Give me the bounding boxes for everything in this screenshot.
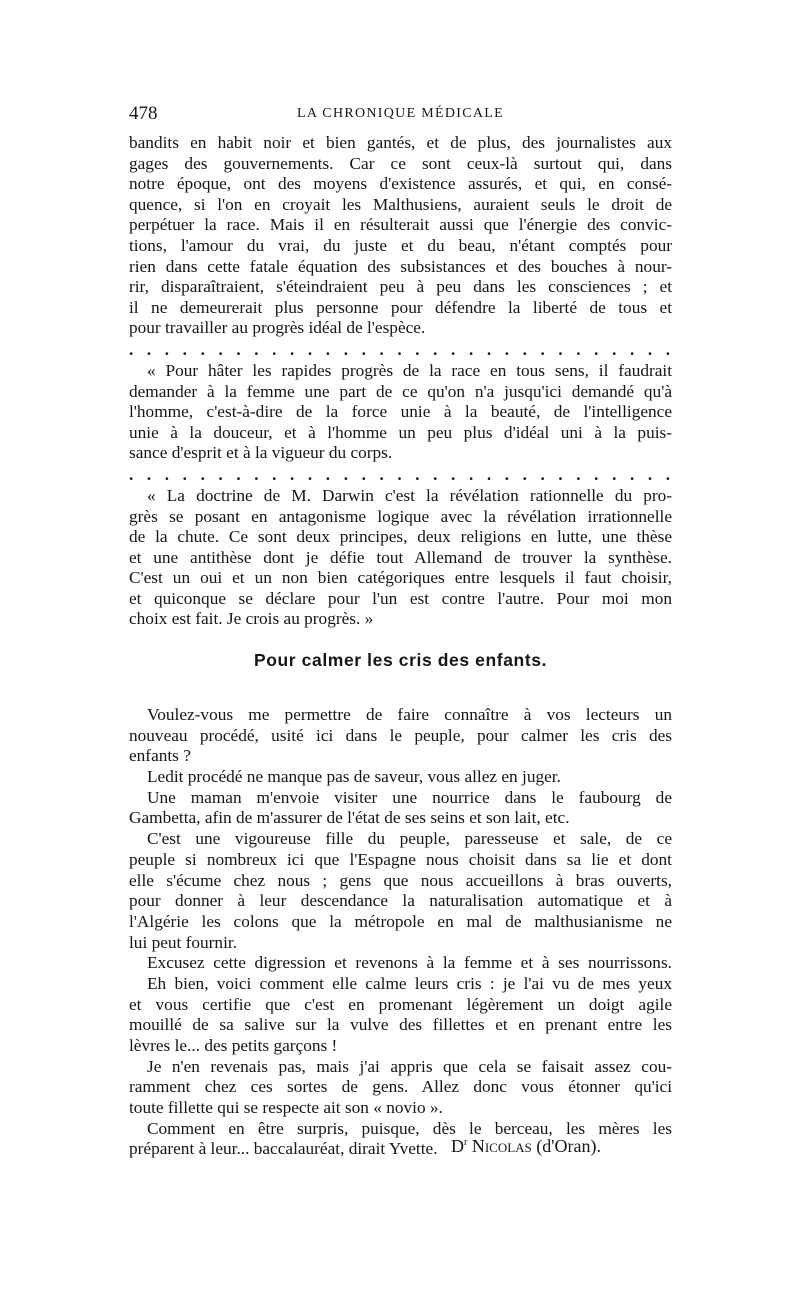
text-line: de la chute. Ce sont deux principes, deux religions en lutte, une thèse — [129, 527, 672, 547]
author-signature — [129, 1136, 601, 1157]
text-line: rien dans cette fatale équation des subsistances et des bouches à nour- — [129, 256, 672, 276]
text-line: bandits en habit noir et bien gantés, et de plus, des journalistes aux — [129, 133, 672, 152]
text-line: Je n'en revenais pas, mais j'ai appris que cela se faisait assez cou- — [147, 1056, 672, 1076]
text-line: mouillé de sa salive sur la vulve des fillettes et en prenant entre les — [129, 1015, 672, 1035]
article-paragraph — [129, 829, 672, 953]
text-line: préparent à leur... baccalauréat, dirait Yvette. — [129, 1139, 438, 1159]
text-line: sance d'esprit et à la vigueur du corps. — [129, 443, 393, 463]
article-body — [129, 705, 672, 1160]
text-line: Une maman m'envoie visiter une nourrice dans le faubourg de — [147, 787, 672, 807]
text-line: il ne demeurerait plus personne pour défendre la liberté de tous et — [129, 297, 672, 317]
text-line: lui peut fournir. — [129, 932, 237, 952]
article-paragraph — [129, 1057, 672, 1119]
text-line: l'homme, c'est-à-dire de la force unie à la beauté, de l'intelligence — [129, 402, 672, 422]
continued-text — [129, 133, 672, 630]
text-line: Gambetta, afin de m'assurer de l'état de ses seins et son lait, etc. — [129, 808, 570, 828]
text-line: lèvres le... des petits garçons ! — [129, 1036, 338, 1055]
text-line: C'est un oui et un non bien catégoriques entre lesquels il faut choisir, — [129, 568, 672, 588]
text-line: « La doctrine de M. Darwin c'est la révélation rationnelle du pro- — [147, 485, 672, 505]
ellipsis-rule: . . . . . . . . . . . . . . . . . . . . . . . . . . . . . . . — [129, 464, 672, 484]
text-line: peuple si nombreux ici que l'Espagne nous choisit dans sa lie et dont — [129, 849, 672, 869]
article-paragraph — [129, 953, 672, 974]
text-line: pour donner à leur descendance la naturalisation automatique et à — [129, 891, 672, 911]
article-paragraph — [129, 788, 672, 829]
paragraph-darwin — [129, 486, 672, 630]
text-line: Eh bien, voici comment elle calme leurs cris : je l'ai vu de mes yeux — [147, 973, 672, 993]
page-number: 478 — [129, 103, 158, 124]
text-line: rir, disparaîtraient, s'éteindraient peu à peu dans les consciences ; et — [129, 277, 672, 297]
article-title: Pour calmer les cris des enfants. — [253, 650, 548, 670]
title-prefix: D — [450, 1136, 464, 1156]
text-line: demander à la femme une part de ce qu'on n'a jusqu'ici demandé qu'à — [129, 381, 672, 401]
text-line: quence, si l'on en croyait les Malthusiens, auraient seuls le droit de — [129, 194, 672, 214]
text-line: ramment chez ces sortes de gens. Allez donc vous étonner qu'ici — [129, 1077, 672, 1097]
paragraph-malthusians — [129, 133, 672, 339]
text-line: choix est fait. Je crois au progrès. » — [129, 609, 374, 629]
text-line: toute fillette qui se respecte ait son « novio ». — [129, 1098, 443, 1118]
text-line: nouveau procédé, usité ici dans le peuple, pour calmer les cris des — [129, 725, 672, 745]
text-line: unie à la douceur, et à l'homme un peu plus d'idéal uni à la puis- — [129, 422, 672, 442]
text-line: et vous certifie que c'est en promenant légèrement un doigt agile — [129, 994, 672, 1014]
text-line: Ledit procédé ne manque pas de saveur, vous allez en juger. — [147, 767, 561, 787]
text-line: gages des gouvernements. Car ce sont ceux-là surtout qui, dans — [129, 153, 672, 173]
text-line: « Pour hâter les rapides progrès de la race en tous sens, il faudrait — [147, 360, 672, 380]
text-line: enfants ? — [129, 746, 191, 766]
text-line: tions, l'amour du vrai, du juste et du beau, n'étant comptés pour — [129, 235, 672, 255]
text-line: elle s'écume chez nous ; gens que nous accueillons à bras ouverts, — [129, 870, 672, 890]
paragraph-progress — [129, 361, 672, 464]
text-line: Voulez-vous me permettre de faire connaître à vos lecteurs un — [147, 705, 672, 724]
text-line: Comment en être surpris, puisque, dès le berceau, les mères les — [147, 1118, 672, 1138]
text-line: et quiconque se déclare pour l'un est contre l'autre. Pour moi mon — [129, 588, 672, 608]
article-paragraph — [129, 974, 672, 1057]
running-header — [129, 103, 672, 127]
article-paragraph — [129, 767, 672, 788]
text-line: C'est une vigoureuse fille du peuple, paresseuse et sale, de ce — [147, 829, 672, 849]
text-line: l'Algérie les colons que la métropole en mal de malthusianisme ne — [129, 911, 672, 931]
author-name: Nicolas — [471, 1136, 532, 1156]
text-line: Excusez cette digression et revenons à la femme et à ses nourrissons. — [147, 953, 672, 973]
author-place: (d'Oran). — [536, 1136, 601, 1156]
text-line: et une antithèse dont je défie tout Allemand de trouver la synthèse. — [129, 547, 672, 567]
text-line: pour travailler au progrès idéal de l'espèce. — [129, 318, 426, 338]
ellipsis-rule: . . . . . . . . . . . . . . . . . . . . . . . . . . . . . . . — [129, 339, 672, 359]
text-line: notre époque, ont des moyens d'existence assurés, et qui, en consé- — [129, 174, 672, 194]
article-paragraph — [129, 705, 672, 767]
title-superscript: r — [463, 1137, 468, 1148]
text-line: perpétuer la race. Mais il en résulterait aussi que l'énergie des convic- — [129, 215, 672, 235]
text-line: grès se posant en antagonisme logique avec la révélation irrationnelle — [129, 506, 672, 526]
running-title: LA CHRONIQUE MÉDICALE — [297, 106, 504, 121]
